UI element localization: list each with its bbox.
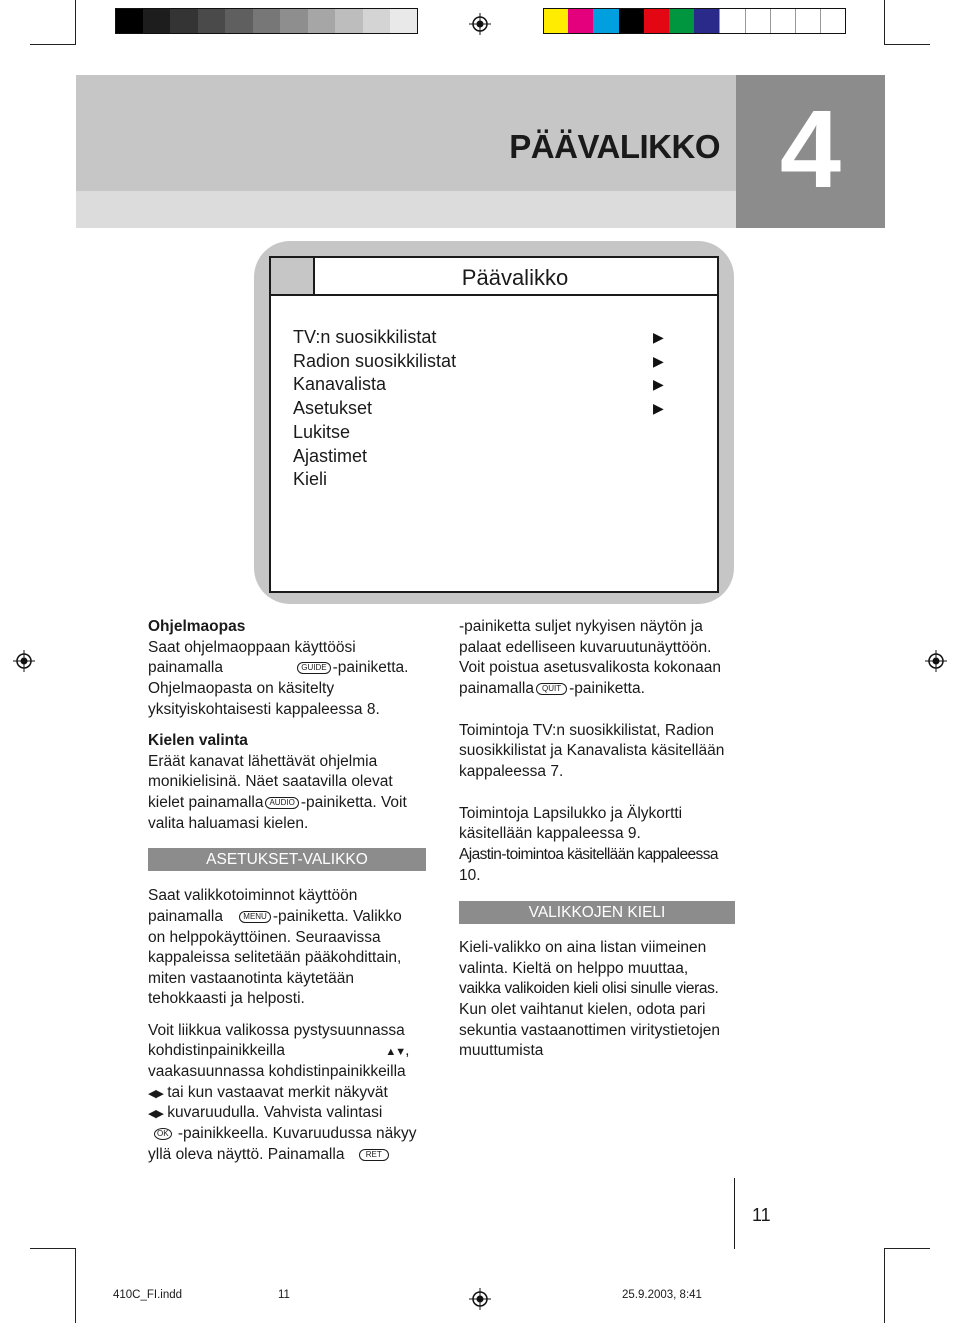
body-text: -painiketta. Valikko [272, 908, 402, 925]
body-text: painamalla [148, 908, 223, 925]
body-line: Saat ohjelmaoppaan käyttöösi [148, 639, 356, 656]
body-text: tai kun vastaavat merkit näkyvät [167, 1084, 388, 1101]
process-bar-border [543, 8, 846, 34]
body-line: sekuntia vastaanottimen viritystietojen [459, 1022, 721, 1039]
body-text: -painiketta. [332, 659, 409, 676]
crop-mark-bottom-right [884, 1248, 885, 1323]
body-line: vaikka valikoiden kieli olisi sinulle vieras. [459, 980, 719, 997]
body-line: valita haluamasi kielen. [148, 815, 309, 832]
submenu-arrow-icon: ▶ [653, 400, 664, 417]
body-text: painamalla [148, 659, 223, 676]
submenu-arrow-icon: ▶ [653, 329, 664, 345]
body-line: Eräät kanavat lähettävät ohjelmia [148, 753, 378, 770]
tv-menu-item[interactable]: Ajastimet [293, 445, 368, 466]
body-line: palaat edelliseen kuvaruutunäyttöön. [459, 639, 712, 656]
tv-menu-item[interactable]: TV:n suosikkilistat [293, 327, 437, 347]
submenu-arrow-icon: ▶ [653, 376, 664, 393]
body-line: miten vastaanotinta käytetään [148, 970, 354, 987]
slug-page: 11 [278, 1289, 290, 1301]
body-text: -painiketta. [569, 680, 645, 697]
body-line: Ajastin-toimintoa käsitellään kappaleessa [459, 846, 718, 863]
crop-mark-bottom-right [884, 1248, 930, 1249]
page-title: PÄÄVALIKKO [509, 128, 720, 165]
body-line: Toimintoja Lapsilukko ja Älykortti [459, 805, 683, 822]
page-number: 11 [752, 1205, 771, 1225]
tv-menu-item[interactable]: Radion suosikkilistat [293, 350, 457, 371]
body-line: kappaleessa 7. [459, 763, 564, 780]
body-text: -painiketta. Voit [300, 794, 407, 811]
body-line: 10. [459, 867, 481, 884]
body-line [148, 658, 426, 679]
left-right-arrows-icon: ◀▶ [148, 1108, 163, 1120]
left-right-arrows-icon: ◀▶ [148, 1088, 163, 1100]
body-line: -painiketta suljet nykyisen näytön ja [459, 618, 703, 635]
guide-button-icon: GUIDE [297, 662, 330, 674]
body-text: , [405, 1042, 410, 1059]
body-line: muuttumista [459, 1042, 544, 1059]
header-band-lower [76, 191, 736, 228]
body-text: kielet painamalla [148, 794, 264, 811]
body-line [148, 1124, 426, 1145]
body-line: Kun olet vaihtanut kielen, odota pari [459, 1001, 706, 1018]
body-line: käsitellään kappaleessa 9. [459, 825, 641, 842]
section-bar: VALIKKOJEN KIELI [459, 901, 735, 924]
body-text: yllä oleva näyttö. Painamalla [148, 1146, 345, 1163]
body-line: Kieli-valikko on aina listan viimeinen [459, 939, 707, 956]
body-line: kappaleissa selitetään pääkohdittain, [148, 949, 402, 966]
crop-mark-top-right [884, 44, 930, 45]
up-down-arrows-icon: ▲▼ [385, 1046, 406, 1058]
body-line [148, 793, 426, 814]
tv-menu-title-block [271, 258, 315, 294]
crop-mark-top-left [30, 44, 76, 45]
body-text: kohdistinpainikkeilla [148, 1042, 285, 1059]
registration-mark-icon [469, 13, 491, 35]
chapter-number: 4 [779, 88, 842, 211]
registration-mark-icon [469, 1288, 491, 1310]
body-line [148, 907, 426, 928]
body-line: Voit poistua asetusvalikosta kokonaan [459, 659, 721, 676]
section-bar: ASETUKSET-VALIKKO [148, 848, 426, 871]
quit-button-icon: QUIT [536, 683, 567, 695]
gray-bar-border [115, 8, 418, 34]
tv-menu-item[interactable]: Kanavalista [293, 374, 387, 395]
crop-mark-bottom-left [30, 1248, 76, 1249]
tv-menu-item[interactable]: Asetukset [293, 398, 373, 419]
menu-button-icon: MENU [239, 911, 271, 923]
body-line: Toimintoja TV:n suosikkilistat, Radion [459, 722, 715, 739]
body-line: Saat valikkotoiminnot käyttöön [148, 887, 358, 904]
body-line [148, 1103, 426, 1125]
body-line: valinta. Kieltä on helppo muuttaa, [459, 960, 689, 977]
tv-menu-item[interactable]: Kieli [293, 469, 328, 490]
body-text: kuvaruudulla. Vahvista valintasi [167, 1104, 383, 1121]
body-line [459, 679, 737, 700]
body-line [148, 1083, 426, 1105]
tv-menu-title: Päävalikko [461, 265, 569, 290]
body-line: monikielisinä. Näet saatavilla olevat [148, 773, 393, 790]
folio-rule [734, 1178, 735, 1249]
section-heading: Ohjelmaopas [148, 618, 246, 635]
submenu-arrow-icon: ▶ [653, 352, 664, 369]
tv-menu-item[interactable]: Lukitse [293, 421, 351, 442]
body-line: suosikkilistat ja Kanavalista käsitellään [459, 742, 725, 759]
slug-date: 25.9.2003, 8:41 [622, 1289, 702, 1301]
slug-filename: 410C_FI.indd [113, 1289, 183, 1301]
body-line: vaakasuunnassa kohdistinpainikkeilla [148, 1063, 406, 1080]
section-heading: Kielen valinta [148, 732, 248, 749]
body-line [148, 1041, 426, 1063]
body-line: Voit liikkua valikossa pystysuunnassa [148, 1022, 405, 1039]
body-text: -painikkeella. Kuvaruudussa näkyy [177, 1125, 417, 1142]
body-line [148, 1145, 426, 1166]
audio-button-icon: AUDIO [265, 797, 298, 809]
crop-mark-top-left [75, 0, 76, 44]
body-line: on helppokäyttöinen. Seuraavissa [148, 929, 381, 946]
crop-mark-top-right [884, 0, 885, 44]
body-text: painamalla [459, 680, 534, 697]
registration-mark-icon [13, 650, 35, 672]
registration-mark-icon [925, 650, 947, 672]
body-line: Ohjelmaopasta on käsitelty [148, 680, 335, 697]
body-line: yksityiskohtaisesti kappaleessa 8. [148, 701, 380, 718]
crop-mark-bottom-left [75, 1248, 76, 1323]
ret-button-icon: RET [359, 1149, 389, 1161]
body-line: tehokkaasti ja helposti. [148, 990, 305, 1007]
ok-button-icon: OK [154, 1128, 172, 1140]
